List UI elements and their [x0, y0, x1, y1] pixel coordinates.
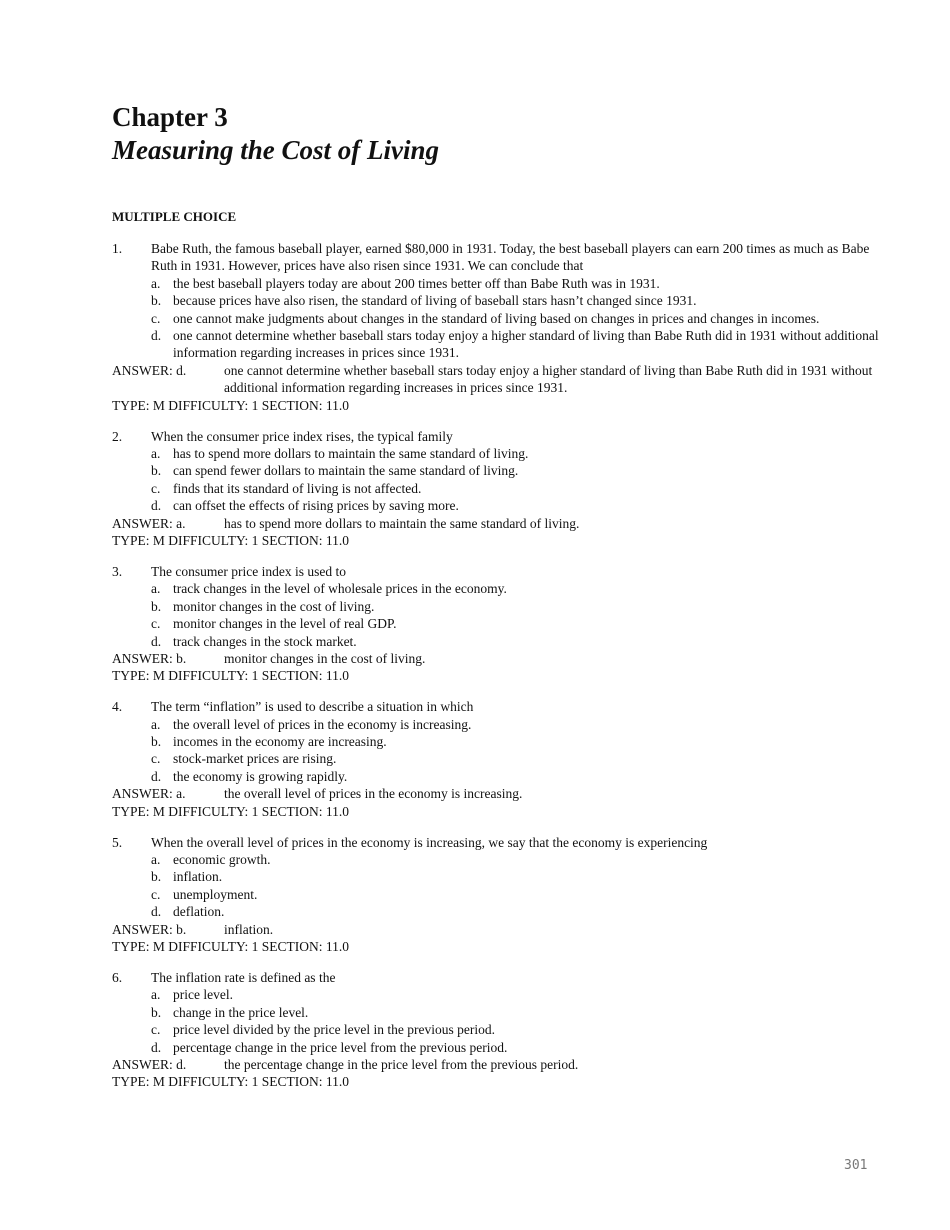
answer-option — [112, 275, 884, 292]
question-item — [112, 428, 884, 550]
option-text: price level. — [173, 987, 233, 1003]
answer-option — [112, 615, 884, 632]
answer-option — [112, 292, 884, 309]
option-letter: b. — [151, 869, 162, 885]
answer-text: the overall level of prices in the economy is increasing. — [224, 786, 523, 802]
question-number: 4. — [112, 699, 123, 715]
option-text: economic growth. — [173, 852, 271, 867]
option-text: one cannot make judgments about changes in the standard of living based on changes in prices and changes in incomes. — [173, 310, 820, 326]
answer-option — [112, 851, 884, 868]
answer-option — [112, 733, 884, 750]
option-letter: c. — [151, 751, 161, 767]
option-letter: b. — [151, 463, 162, 479]
question-text: The term “inflation” is used to describe a situation in which — [151, 699, 474, 715]
option-text: the economy is growing rapidly. — [173, 768, 348, 784]
option-text: monitor changes in the cost of living. — [173, 598, 375, 614]
answer-label: ANSWER: a. — [112, 786, 186, 802]
question-text: The consumer price index is used to — [151, 563, 346, 579]
question-stem — [112, 240, 884, 275]
chapter-heading — [112, 100, 439, 166]
option-text: incomes in the economy are increasing. — [173, 734, 387, 750]
answer-option — [112, 327, 884, 362]
answer-text: one cannot determine whether baseball stars today enjoy a higher standard of living than Babe Ruth did in 1931 without additional information regarding increases in prices since 1931. — [224, 362, 873, 396]
answer-option — [112, 580, 884, 597]
answer-label: ANSWER: a. — [112, 515, 186, 531]
answer-label: ANSWER: b. — [112, 650, 187, 666]
answer-option — [112, 310, 884, 327]
answer-option — [112, 768, 884, 785]
answer-option — [112, 1039, 884, 1056]
option-text: can spend fewer dollars to maintain the same standard of living. — [173, 463, 519, 479]
option-letter: d. — [151, 633, 162, 649]
answer-line — [112, 785, 884, 802]
option-letter: c. — [151, 886, 161, 902]
answer-text: monitor changes in the cost of living. — [224, 650, 426, 666]
option-text: monitor changes in the level of real GDP. — [173, 616, 397, 632]
option-text: percentage change in the price level from the previous period. — [173, 1039, 508, 1055]
chapter-number: Chapter 3 — [112, 102, 228, 132]
option-text: unemployment. — [173, 886, 258, 902]
option-letter: d. — [151, 1039, 162, 1055]
question-text: The inflation rate is defined as the — [151, 969, 336, 985]
question-number: 2. — [112, 428, 123, 444]
option-text: inflation. — [173, 869, 223, 885]
option-text: one cannot determine whether baseball stars today enjoy a higher standard of living than Babe Ruth did in 1931 without additional information regarding increases in prices since 1931. — [173, 328, 879, 361]
option-text: because prices have also risen, the standard of living of baseball stars hasn’t changed since 1931. — [173, 293, 697, 309]
question-item — [112, 563, 884, 685]
question-meta: TYPE: M DIFFICULTY: 1 SECTION: 11.0 — [112, 939, 350, 955]
question-stem — [112, 698, 884, 715]
option-text: track changes in the level of wholesale prices in the economy. — [173, 581, 507, 597]
question-text: When the consumer price index rises, the typical family — [151, 428, 453, 444]
section-label: MULTIPLE CHOICE — [112, 209, 237, 224]
question-number: 3. — [112, 563, 123, 579]
answer-text: the percentage change in the price level from the previous period. — [224, 1056, 579, 1072]
question-number: 1. — [112, 241, 123, 256]
option-letter: a. — [151, 987, 161, 1003]
chapter-title: Measuring the Cost of Living — [112, 135, 440, 165]
option-text: the best baseball players today are about 200 times better off than Babe Ruth was in 1931. — [173, 275, 660, 291]
option-letter: b. — [151, 1004, 162, 1020]
option-letter: c. — [151, 480, 161, 496]
answer-line — [112, 921, 884, 938]
option-letter: b. — [151, 293, 162, 309]
question-item — [112, 969, 884, 1091]
option-letter: b. — [151, 734, 162, 750]
answer-option — [112, 633, 884, 650]
option-letter: d. — [151, 498, 162, 514]
question-stem — [112, 834, 884, 851]
option-letter: c. — [151, 616, 161, 632]
option-text: can offset the effects of rising prices by saving more. — [173, 498, 459, 514]
answer-option — [112, 480, 884, 497]
answer-line — [112, 515, 884, 532]
answer-line — [112, 1056, 884, 1073]
question-meta: TYPE: M DIFFICULTY: 1 SECTION: 11.0 — [112, 668, 350, 684]
option-text: change in the price level. — [173, 1004, 309, 1020]
option-letter: b. — [151, 598, 162, 614]
answer-label: ANSWER: b. — [112, 921, 187, 937]
option-text: the overall level of prices in the economy is increasing. — [173, 716, 472, 732]
answer-option — [112, 886, 884, 903]
answer-text: inflation. — [224, 921, 274, 937]
option-text: stock-market prices are rising. — [173, 751, 337, 767]
question-stem — [112, 563, 884, 580]
answer-option — [112, 986, 884, 1003]
answer-line — [112, 650, 884, 667]
answer-option — [112, 462, 884, 479]
answer-option — [112, 497, 884, 514]
answer-option — [112, 750, 884, 767]
answer-label: ANSWER: d. — [112, 362, 187, 378]
answer-option — [112, 445, 884, 462]
question-number: 5. — [112, 834, 123, 850]
question-stem — [112, 428, 884, 445]
option-letter: d. — [151, 768, 162, 784]
option-letter: c. — [151, 1022, 161, 1038]
option-letter: a. — [151, 581, 161, 597]
option-letter: a. — [151, 445, 161, 461]
question-meta: TYPE: M DIFFICULTY: 1 SECTION: 11.0 — [112, 397, 350, 413]
option-letter: a. — [151, 275, 161, 291]
question-meta: TYPE: M DIFFICULTY: 1 SECTION: 11.0 — [112, 533, 350, 548]
question-item — [112, 240, 884, 414]
answer-option — [112, 716, 884, 733]
answer-option — [112, 903, 884, 920]
option-text: track changes in the stock market. — [173, 633, 357, 649]
option-text: deflation. — [173, 904, 225, 920]
option-letter: a. — [151, 852, 161, 867]
question-meta: TYPE: M DIFFICULTY: 1 SECTION: 11.0 — [112, 803, 350, 819]
question-list — [112, 240, 884, 1104]
question-meta: TYPE: M DIFFICULTY: 1 SECTION: 11.0 — [112, 1074, 350, 1090]
option-letter: d. — [151, 328, 162, 344]
answer-text: has to spend more dollars to maintain the same standard of living. — [224, 515, 580, 531]
option-text: finds that its standard of living is not affected. — [173, 480, 422, 496]
question-item — [112, 698, 884, 820]
question-stem — [112, 969, 884, 986]
option-text: price level divided by the price level in the previous period. — [173, 1022, 496, 1038]
question-text: When the overall level of prices in the economy is increasing, we say that the economy is experiencing — [151, 834, 708, 850]
question-text: Babe Ruth, the famous baseball player, earned $80,000 in 1931. Today, the best baseball players can earn 200 times as much as Babe Ruth in 1931. However, prices have also risen since 1931. We can conclude that — [151, 241, 870, 274]
answer-label: ANSWER: d. — [112, 1056, 187, 1072]
option-text: has to spend more dollars to maintain the same standard of living. — [173, 445, 529, 461]
answer-option — [112, 598, 884, 615]
answer-option — [112, 868, 884, 885]
answer-line — [112, 362, 884, 397]
option-letter: a. — [151, 716, 161, 732]
answer-option — [112, 1021, 884, 1038]
question-item — [112, 834, 884, 956]
answer-option — [112, 1004, 884, 1021]
option-letter: c. — [151, 310, 161, 326]
question-number: 6. — [112, 969, 123, 985]
option-letter: d. — [151, 904, 162, 920]
page-number: 301 — [844, 1158, 868, 1173]
